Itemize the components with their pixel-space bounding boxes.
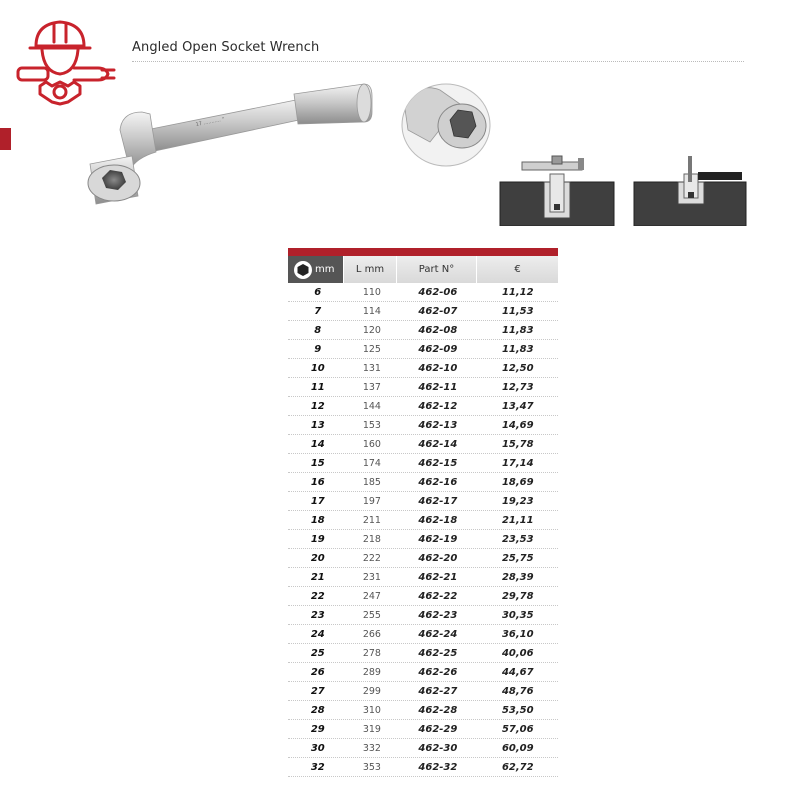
- part-number-cell: 462-06: [418, 286, 458, 298]
- length-cell: 137: [362, 381, 381, 393]
- part-number-cell: 462-16: [418, 476, 458, 488]
- svg-text:17 ........... ": 17 ........... ": [195, 116, 226, 128]
- table-body: [288, 283, 558, 777]
- price-cell: 13,47: [501, 400, 534, 412]
- part-number-cell: 462-26: [418, 666, 458, 678]
- price-cell: 15,78: [501, 438, 534, 450]
- part-number-cell: 462-08: [418, 324, 458, 336]
- part-number-cell: 462-07: [418, 305, 458, 317]
- column-header-part: Part N°: [397, 256, 477, 283]
- size-cell: 32: [310, 761, 325, 773]
- size-cell: 23: [310, 609, 325, 621]
- table-row: [288, 758, 558, 777]
- size-cell: 16: [310, 476, 325, 488]
- length-cell: 231: [362, 571, 381, 583]
- length-cell: 218: [362, 533, 381, 545]
- part-number-cell: 462-21: [418, 571, 458, 583]
- price-cell: 25,75: [501, 552, 534, 564]
- price-cell: 19,23: [501, 495, 534, 507]
- price-cell: 18,69: [501, 476, 534, 488]
- length-cell: 222: [362, 552, 381, 564]
- table-header: [288, 256, 558, 283]
- length-cell: 319: [362, 723, 381, 735]
- part-number-cell: 462-22: [418, 590, 458, 602]
- length-cell: 131: [362, 362, 381, 374]
- price-cell: 21,11: [501, 514, 534, 526]
- length-cell: 197: [362, 495, 381, 507]
- price-cell: 11,53: [501, 305, 534, 317]
- part-number-cell: 462-28: [418, 704, 458, 716]
- part-number-cell: 462-29: [418, 723, 458, 735]
- table-row: [288, 682, 558, 701]
- angled-socket-wrench-image: [76, 78, 376, 208]
- size-cell: 9: [314, 343, 322, 355]
- size-cell: 7: [314, 305, 322, 317]
- length-cell: 310: [362, 704, 381, 716]
- table-row: [288, 530, 558, 549]
- price-cell: 12,73: [501, 381, 534, 393]
- part-number-cell: 462-18: [418, 514, 458, 526]
- table-row: [288, 454, 558, 473]
- size-cell: 18: [310, 514, 325, 526]
- table-row: [288, 340, 558, 359]
- price-cell: 11,12: [501, 286, 534, 298]
- table-row: [288, 416, 558, 435]
- size-cell: 6: [314, 286, 322, 298]
- usage-diagram-angled-icon: [632, 154, 748, 226]
- table-row: [288, 511, 558, 530]
- length-cell: 125: [362, 343, 381, 355]
- table-row: [288, 302, 558, 321]
- length-cell: 247: [362, 590, 381, 602]
- part-number-cell: 462-09: [418, 343, 458, 355]
- size-cell: 20: [310, 552, 325, 564]
- size-cell: 19: [310, 533, 325, 545]
- price-cell: 30,35: [501, 609, 534, 621]
- price-cell: 40,06: [501, 647, 534, 659]
- page-title: Angled Open Socket Wrench: [132, 40, 320, 55]
- price-cell: 44,67: [501, 666, 534, 678]
- length-cell: 332: [362, 742, 381, 754]
- table-row: [288, 435, 558, 454]
- part-number-cell: 462-32: [418, 761, 458, 773]
- price-cell: 12,50: [501, 362, 534, 374]
- size-cell: 17: [310, 495, 325, 507]
- price-cell: 28,39: [501, 571, 534, 583]
- table-row: [288, 625, 558, 644]
- table-row: [288, 739, 558, 758]
- table-row: [288, 663, 558, 682]
- size-cell: 15: [310, 457, 325, 469]
- size-cell: 12: [310, 400, 325, 412]
- size-unit-label: mm: [315, 264, 335, 275]
- size-cell: 25: [310, 647, 325, 659]
- table-row: [288, 321, 558, 340]
- table-row: [288, 720, 558, 739]
- length-cell: 144: [362, 400, 381, 412]
- length-cell: 211: [362, 514, 381, 526]
- length-cell: 255: [362, 609, 381, 621]
- table-row: [288, 397, 558, 416]
- price-cell: 17,14: [501, 457, 534, 469]
- price-cell: 14,69: [501, 419, 534, 431]
- length-cell: 120: [362, 324, 381, 336]
- size-cell: 13: [310, 419, 325, 431]
- hex-size-icon: [294, 261, 312, 279]
- table-row: [288, 549, 558, 568]
- size-cell: 21: [310, 571, 325, 583]
- table-accent-bar: [288, 248, 558, 256]
- size-cell: 29: [310, 723, 325, 735]
- price-cell: 48,76: [501, 685, 534, 697]
- price-cell: 60,09: [501, 742, 534, 754]
- part-number-cell: 462-19: [418, 533, 458, 545]
- column-header-price: €: [514, 264, 521, 275]
- table-row: [288, 587, 558, 606]
- part-number-cell: 462-24: [418, 628, 458, 640]
- part-number-cell: 462-10: [418, 362, 458, 374]
- part-number-cell: 462-25: [418, 647, 458, 659]
- part-number-cell: 462-15: [418, 457, 458, 469]
- usage-diagram-vertical-icon: [498, 154, 616, 226]
- title-dotted-divider: [132, 61, 744, 62]
- part-number-cell: 462-12: [418, 400, 458, 412]
- size-cell: 30: [310, 742, 325, 754]
- part-number-cell: 462-20: [418, 552, 458, 564]
- length-cell: 353: [362, 761, 381, 773]
- size-cell: 14: [310, 438, 325, 450]
- table-row: [288, 606, 558, 625]
- table-row: [288, 701, 558, 720]
- size-cell: 22: [310, 590, 325, 602]
- column-header-size: [288, 256, 344, 283]
- length-cell: 289: [362, 666, 381, 678]
- size-cell: 11: [310, 381, 325, 393]
- length-cell: 299: [362, 685, 381, 697]
- length-cell: 185: [362, 476, 381, 488]
- size-cell: 27: [310, 685, 325, 697]
- table-row: [288, 359, 558, 378]
- length-cell: 110: [362, 286, 381, 298]
- part-number-cell: 462-27: [418, 685, 458, 697]
- table-row: [288, 283, 558, 302]
- length-cell: 160: [362, 438, 381, 450]
- length-cell: 266: [362, 628, 381, 640]
- length-cell: 114: [362, 305, 381, 317]
- socket-detail-image: [400, 82, 492, 168]
- price-cell: 36,10: [501, 628, 534, 640]
- part-number-cell: 462-23: [418, 609, 458, 621]
- size-cell: 8: [314, 324, 322, 336]
- size-price-table: [288, 248, 558, 777]
- price-cell: 57,06: [501, 723, 534, 735]
- size-cell: 24: [310, 628, 325, 640]
- size-cell: 26: [310, 666, 325, 678]
- length-cell: 174: [362, 457, 381, 469]
- length-cell: 153: [362, 419, 381, 431]
- table-row: [288, 492, 558, 511]
- part-number-cell: 462-13: [418, 419, 458, 431]
- price-cell: 29,78: [501, 590, 534, 602]
- table-row: [288, 378, 558, 397]
- column-header-length: L mm: [344, 256, 397, 283]
- size-cell: 28: [310, 704, 325, 716]
- table-row: [288, 568, 558, 587]
- size-cell: 10: [310, 362, 325, 374]
- price-cell: 53,50: [501, 704, 534, 716]
- price-cell: 11,83: [501, 343, 534, 355]
- part-number-cell: 462-14: [418, 438, 458, 450]
- part-number-cell: 462-11: [418, 381, 458, 393]
- table-row: [288, 473, 558, 492]
- side-color-marker: [0, 128, 11, 150]
- part-number-cell: 462-17: [418, 495, 458, 507]
- length-cell: 278: [362, 647, 381, 659]
- price-cell: 23,53: [501, 533, 534, 545]
- table-row: [288, 644, 558, 663]
- price-cell: 11,83: [501, 324, 534, 336]
- part-number-cell: 462-30: [418, 742, 458, 754]
- price-cell: 62,72: [501, 761, 534, 773]
